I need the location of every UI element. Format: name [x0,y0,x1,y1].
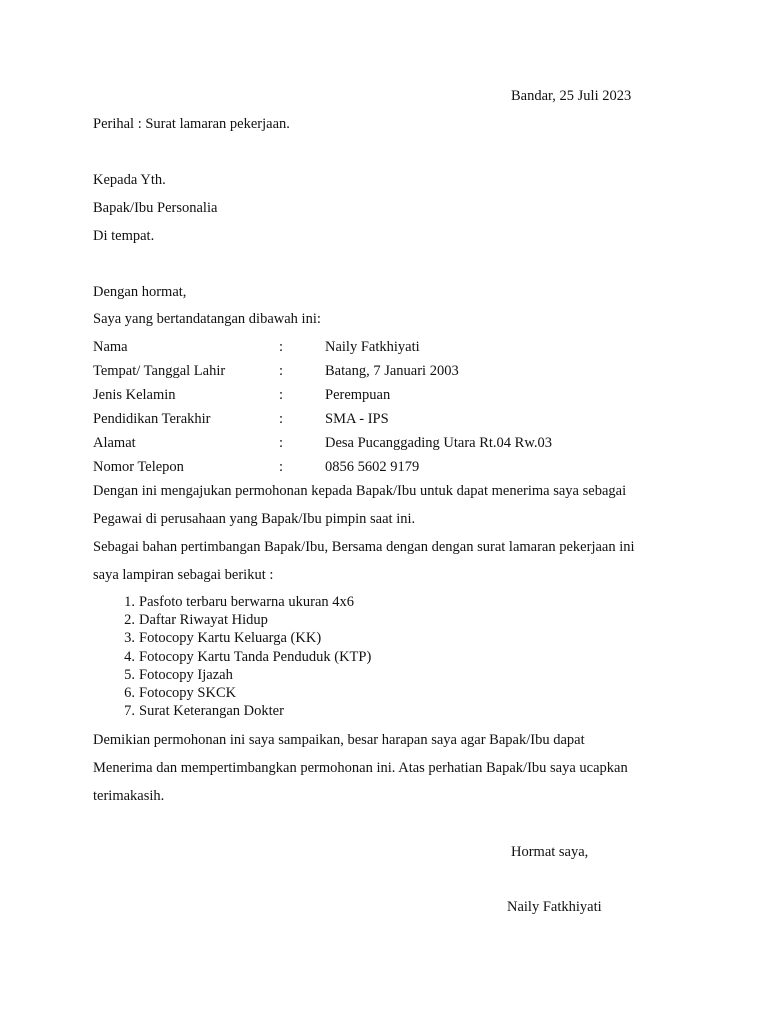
field-value: Perempuan [325,387,391,403]
subject-line: Perihal : Surat lamaran pekerjaan. [93,116,290,132]
field-label: Jenis Kelamin [93,387,176,403]
field-row-gender [93,387,693,407]
list-text: Fotocopy Ijazah [139,666,233,683]
list-text: Surat Keterangan Dokter [139,703,284,720]
list-number: 6. [124,684,135,701]
field-value: 0856 5602 9179 [325,459,420,475]
field-value: Desa Pucanggading Utara Rt.04 Rw.03 [325,435,552,451]
intro-line: Saya yang bertandatangan dibawah ini: [93,311,321,327]
recipient-line-1: Kepada Yth. [93,172,166,188]
field-label: Nomor Telepon [93,459,184,475]
signature-salutation: Hormat saya, [511,844,589,860]
field-separator: : [279,339,284,355]
field-value: Naily Fatkhiyati [325,339,420,355]
request-line-1: Dengan ini mengajukan permohonan kepada Bapak/Ibu untuk dapat menerima saya sebagai [93,483,627,499]
field-row-address [93,435,693,455]
field-label: Alamat [93,435,136,451]
list-number: 7. [124,703,135,720]
list-text: Fotocopy Kartu Keluarga (KK) [139,630,322,647]
field-label: Tempat/ Tanggal Lahir [93,363,226,379]
list-number: 5. [124,666,135,683]
field-label: Pendidikan Terakhir [93,411,211,427]
field-value: Batang, 7 Januari 2003 [325,363,459,379]
closing-line-3: terimakasih. [93,788,165,804]
field-separator: : [279,435,284,451]
list-text: Daftar Riwayat Hidup [139,612,268,629]
list-number: 1. [124,594,135,610]
list-text: Fotocopy SKCK [139,684,237,701]
greeting: Dengan hormat, [93,284,187,300]
list-text: Pasfoto terbaru berwarna ukuran 4x6 [139,594,355,610]
closing-line-1: Demikian permohonan ini saya sampaikan, besar harapan saya agar Bapak/Ibu dapat [93,732,585,748]
field-separator: : [279,363,284,379]
attachment-intro-line-2: saya lampiran sebagai berikut : [93,567,274,583]
field-label: Nama [93,339,128,355]
list-text: Fotocopy Kartu Tanda Penduduk (KTP) [139,648,372,665]
field-row-phone [93,459,693,479]
list-number: 3. [124,630,135,647]
recipient-line-2: Bapak/Ibu Personalia [93,200,218,216]
field-separator: : [279,387,284,403]
signature-name: Naily Fatkhiyati [507,899,602,915]
field-row-birth [93,363,693,383]
request-line-2: Pegawai di perusahaan yang Bapak/Ibu pimpin saat ini. [93,511,416,527]
list-number: 2. [124,612,135,629]
field-separator: : [279,411,284,427]
field-row-name [93,339,693,359]
recipient-line-3: Di tempat. [93,228,155,244]
field-value: SMA - IPS [325,411,389,427]
attachment-intro-line-1: Sebagai bahan pertimbangan Bapak/Ibu, Bersama dengan dengan surat lamaran pekerjaan ini [93,539,635,555]
closing-line-2: Menerima dan mempertimbangkan permohonan ini. Atas perhatian Bapak/Ibu saya ucapkan [93,760,628,776]
list-number: 4. [124,648,135,665]
field-separator: : [279,459,284,475]
place-date: Bandar, 25 Juli 2023 [511,88,632,104]
field-row-education [93,411,693,431]
